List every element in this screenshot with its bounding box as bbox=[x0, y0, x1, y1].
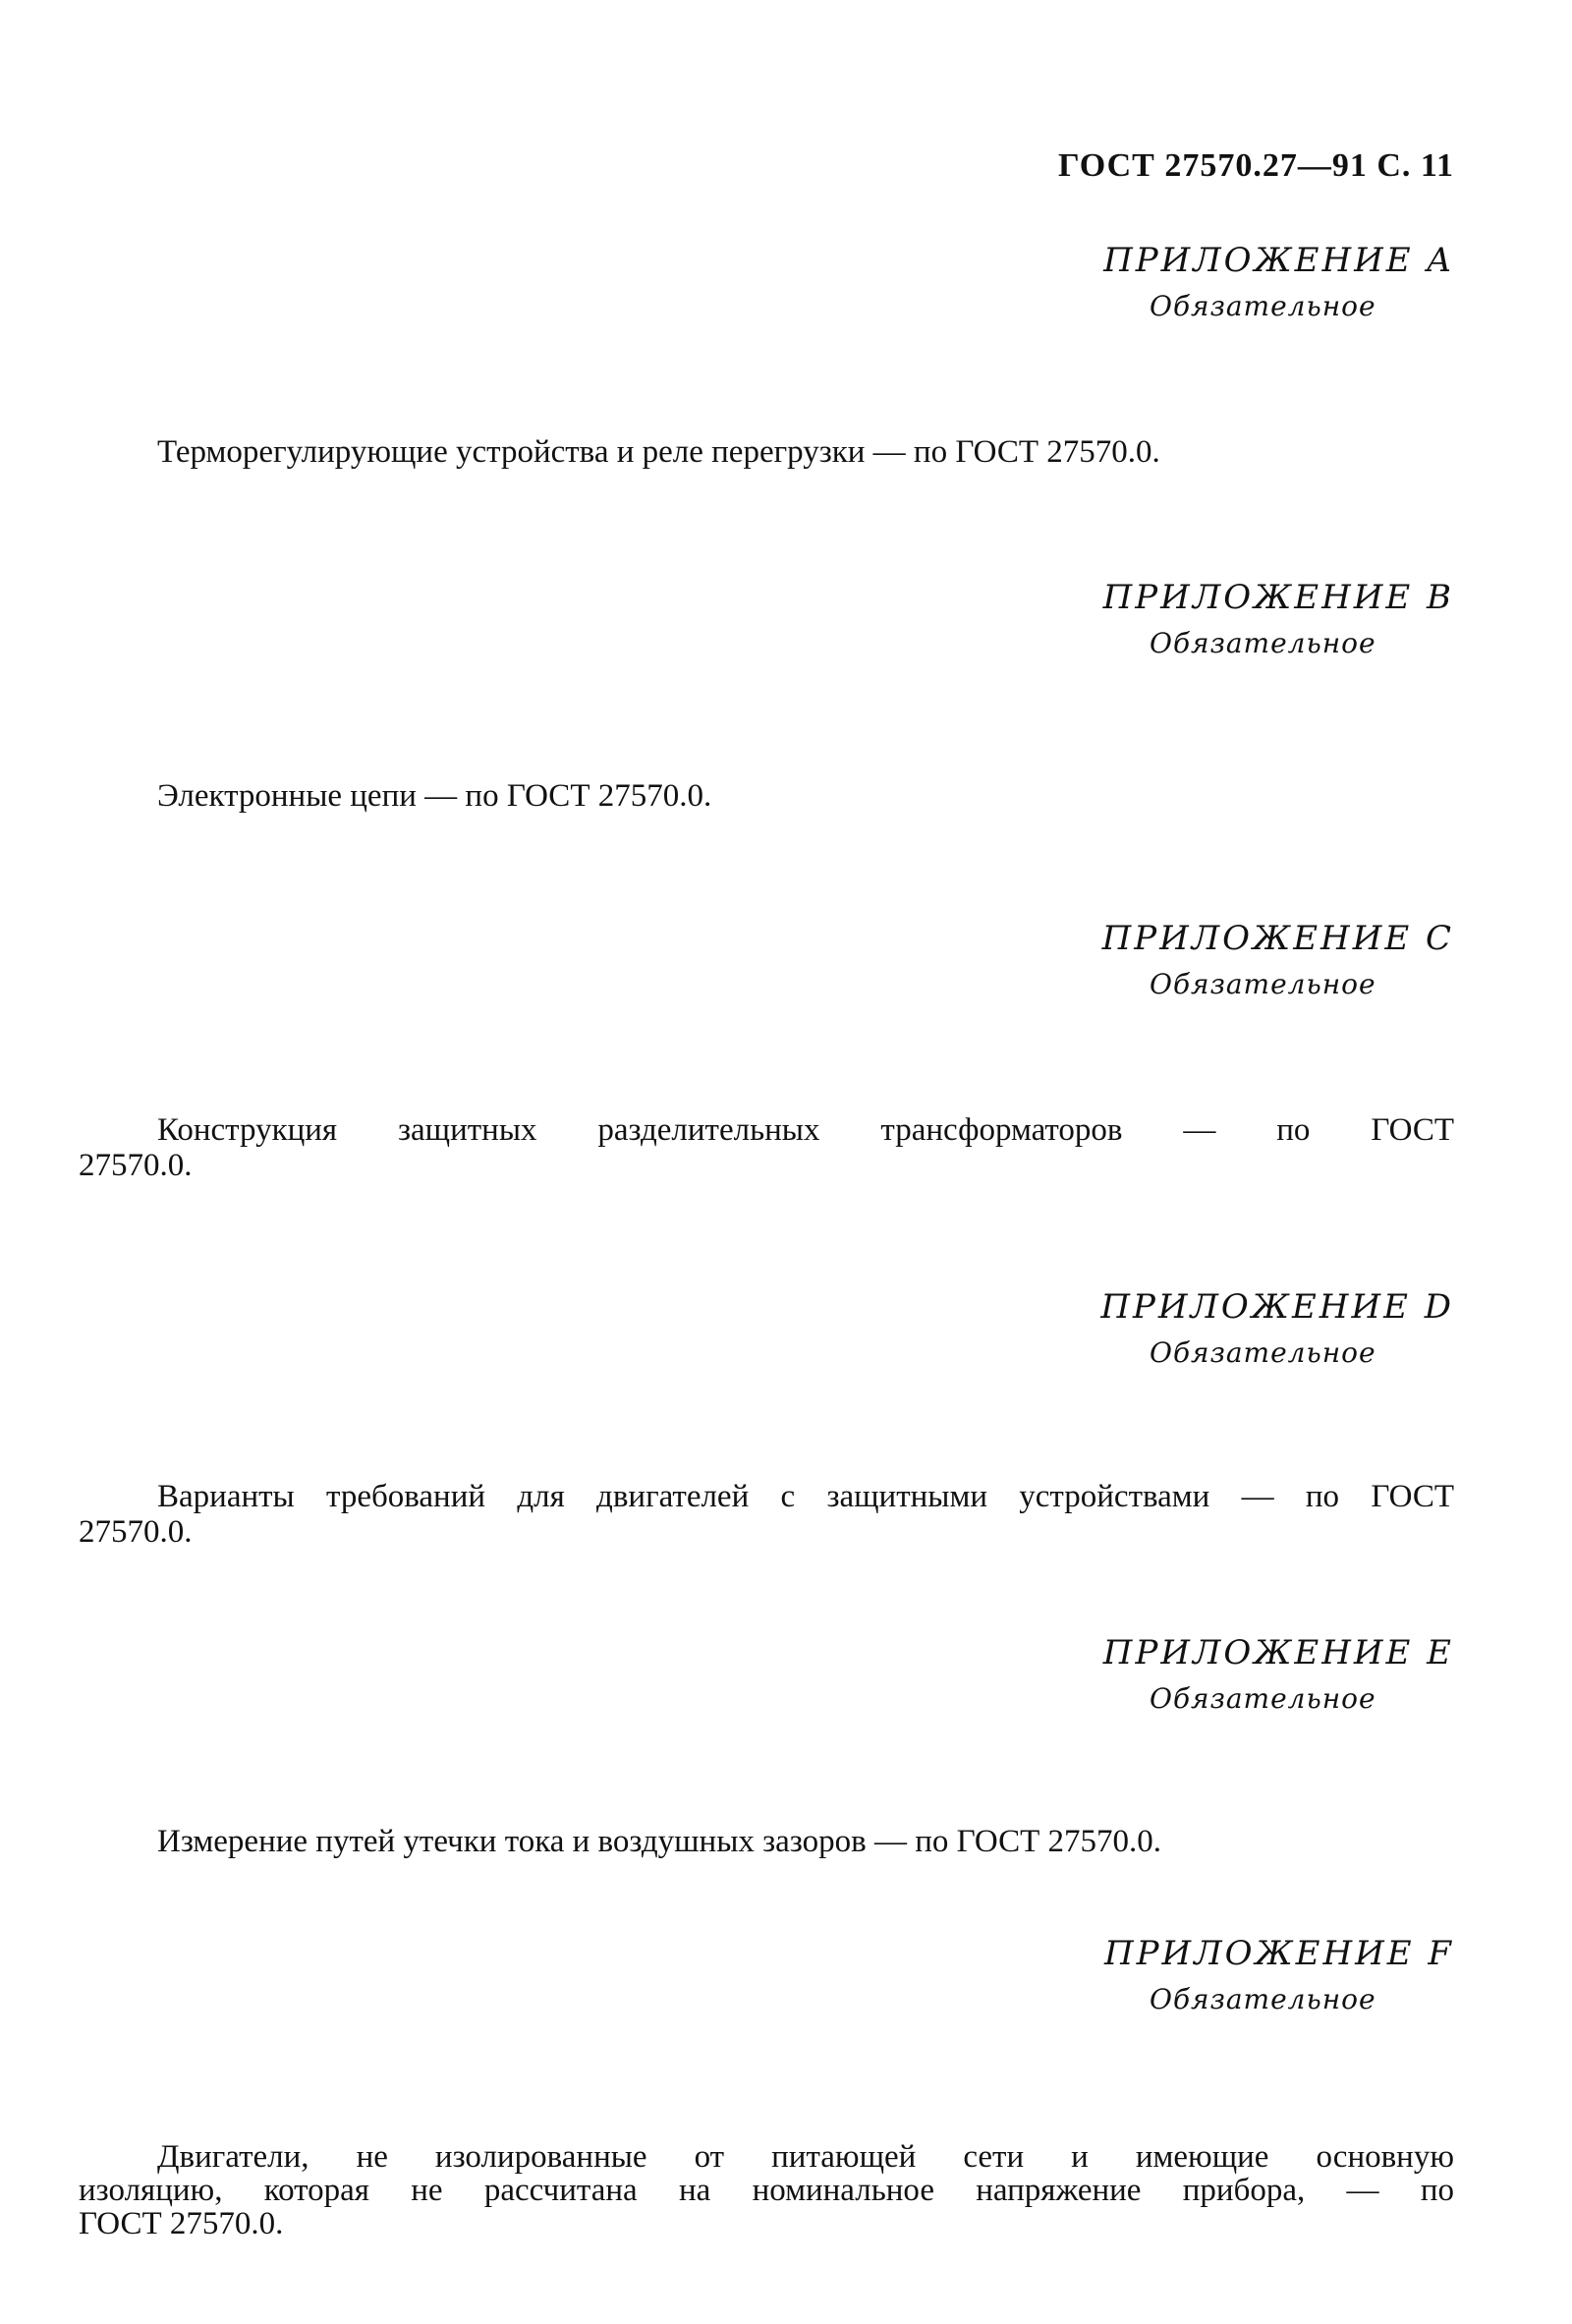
appendix-a-status: Обязательное bbox=[1150, 290, 1376, 322]
appendix-a-title: ПРИЛОЖЕНИЕ A bbox=[1103, 241, 1454, 280]
appendix-a-line-1: Терморегулирующие устройства и реле перегрузки — по ГОСТ 27570.0. bbox=[157, 434, 1160, 470]
appendix-f-line-3: ГОСТ 27570.0. bbox=[79, 2206, 284, 2241]
appendix-b-line-1: Электронные цепи — по ГОСТ 27570.0. bbox=[157, 778, 712, 814]
appendix-f-line-2: изоляцию, которая не рассчитана на номинальное напряжение прибора, — по bbox=[79, 2173, 1454, 2208]
appendix-c-line-2: 27570.0. bbox=[79, 1148, 193, 1183]
appendix-e-status: Обязательное bbox=[1150, 1682, 1376, 1715]
appendix-c-text bbox=[79, 1112, 1454, 1183]
appendix-d-title: ПРИЛОЖЕНИЕ D bbox=[1100, 1287, 1454, 1327]
appendix-e-text bbox=[79, 1824, 1454, 1859]
appendix-f-status: Обязательное bbox=[1150, 1983, 1376, 2015]
appendix-c-line-1-wrap bbox=[79, 1112, 1454, 1148]
appendix-b-text bbox=[79, 778, 1454, 814]
appendix-c-title: ПРИЛОЖЕНИЕ C bbox=[1101, 919, 1454, 958]
appendix-f-line-1-wrap bbox=[79, 2140, 1454, 2174]
appendix-f-line-1: Двигатели, не изолированные от питающей сети и имеющие основную bbox=[157, 2139, 1454, 2175]
appendix-c-line-1: Конструкция защитных разделительных трансформаторов — по ГОСТ bbox=[157, 1112, 1454, 1148]
appendix-a-text bbox=[79, 434, 1454, 470]
appendix-b-title: ПРИЛОЖЕНИЕ B bbox=[1102, 578, 1454, 617]
appendix-f-title: ПРИЛОЖЕНИЕ F bbox=[1104, 1934, 1454, 1973]
appendix-d-line-2: 27570.0. bbox=[79, 1514, 193, 1550]
appendix-d-line-1: Варианты требований для двигателей с защитными устройствами — по ГОСТ bbox=[157, 1479, 1454, 1514]
appendix-e-title: ПРИЛОЖЕНИЕ E bbox=[1102, 1633, 1454, 1672]
appendix-b-status: Обязательное bbox=[1150, 627, 1376, 659]
appendix-d-line-1-wrap bbox=[79, 1479, 1454, 1514]
appendix-c-status: Обязательное bbox=[1150, 968, 1376, 1000]
appendix-e-line-1: Измерение путей утечки тока и воздушных зазоров — по ГОСТ 27570.0. bbox=[157, 1824, 1162, 1859]
page-header: ГОСТ 27570.27—91 С. 11 bbox=[1057, 147, 1454, 184]
appendix-f-text bbox=[79, 2140, 1454, 2240]
appendix-d-text bbox=[79, 1479, 1454, 1550]
appendix-d-status: Обязательное bbox=[1150, 1336, 1376, 1369]
